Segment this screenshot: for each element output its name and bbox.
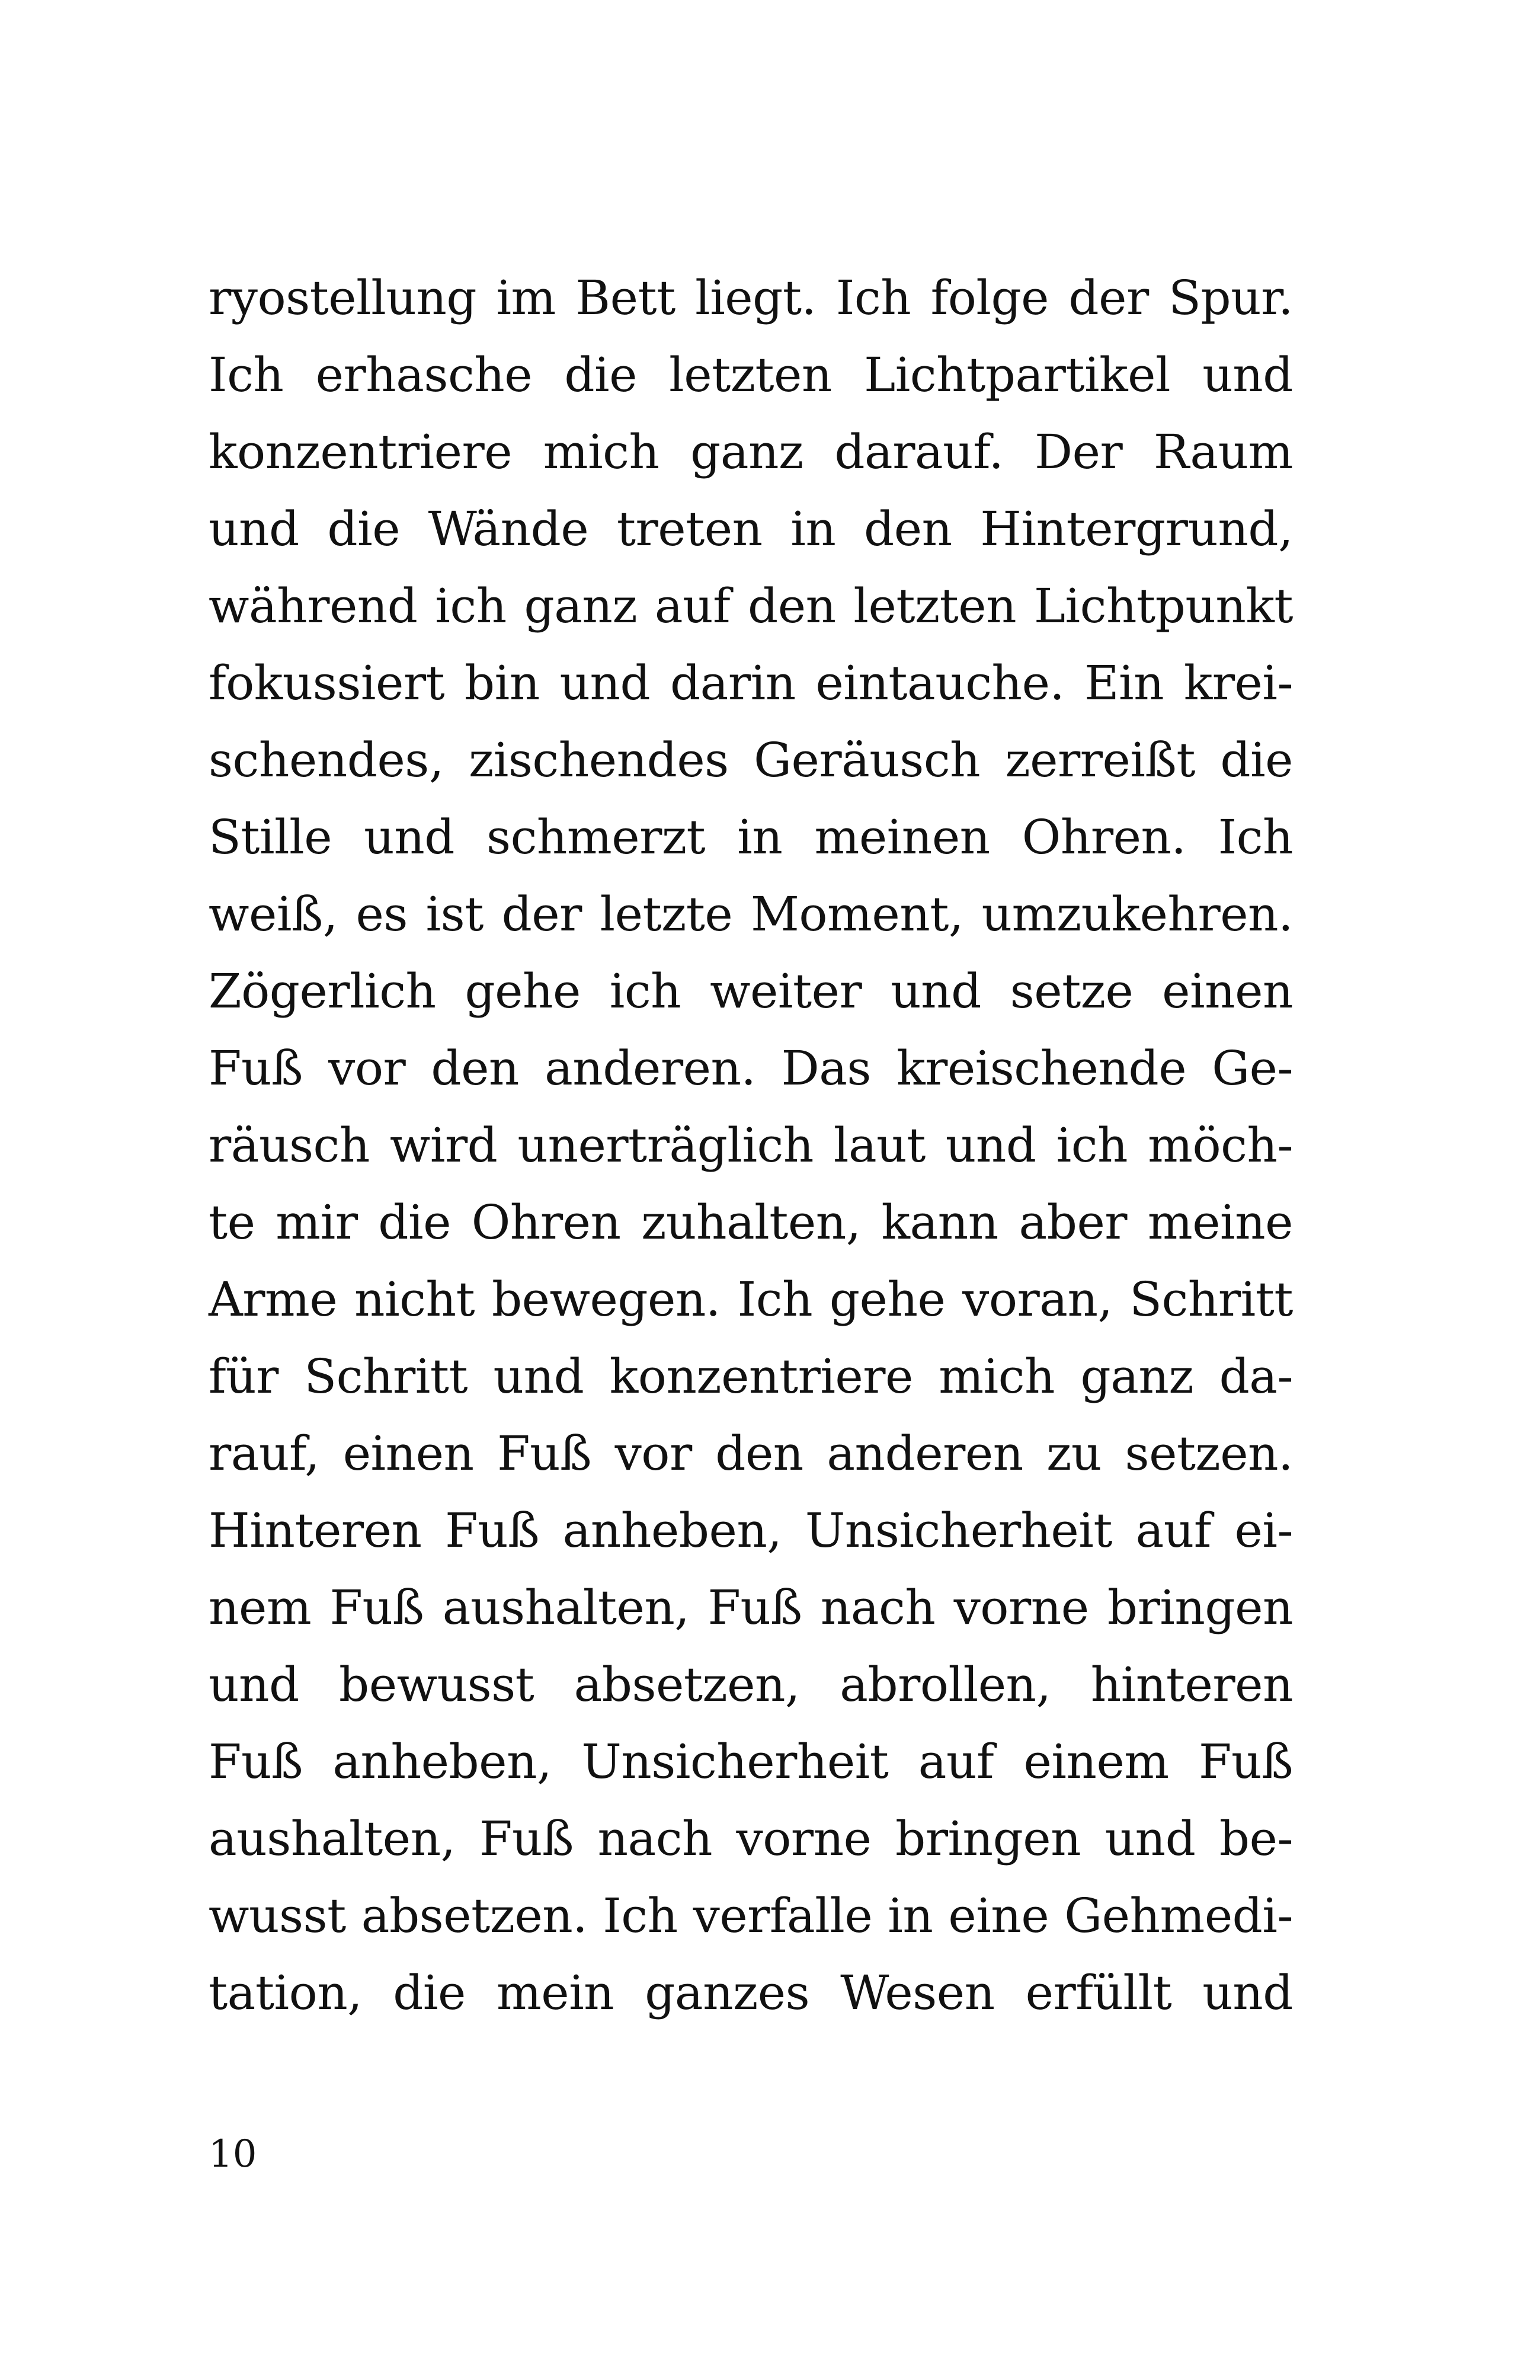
text-line: Fuß anheben, Unsicherheit auf einem Fuß: [209, 1734, 1293, 1789]
text-line: te mir die Ohren zuhalten, kann aber meine: [209, 1195, 1293, 1250]
text-line: fokussiert bin und darin eintauche. Ein krei-: [209, 655, 1293, 711]
text-line: ryostellung im Bett liegt. Ich folge der Spur.: [209, 270, 1293, 325]
text-line: aushalten, Fuß nach vorne bringen und be-: [209, 1811, 1293, 1866]
text-line: Ich erhasche die letzten Lichtpartikel und: [209, 347, 1293, 402]
text-line: räusch wird unerträglich laut und ich möch-: [209, 1118, 1293, 1173]
text-line: Stille und schmerzt in meinen Ohren. Ich: [209, 810, 1293, 865]
text-line: Zögerlich gehe ich weiter und setze einen: [209, 964, 1293, 1019]
text-line: konzentriere mich ganz darauf. Der Raum: [209, 424, 1293, 479]
text-line: und die Wände treten in den Hintergrund,: [209, 501, 1293, 556]
text-line: für Schritt und konzentriere mich ganz da-: [209, 1349, 1293, 1404]
text-line: Arme nicht bewegen. Ich gehe voran, Schritt: [209, 1272, 1293, 1327]
text-line: tation, die mein ganzes Wesen erfüllt und: [209, 1965, 1293, 2020]
text-line: rauf, einen Fuß vor den anderen zu setzen.: [209, 1426, 1293, 1481]
text-line: wusst absetzen. Ich verfalle in eine Gehmedi-: [209, 1888, 1293, 1943]
text-line: und bewusst absetzen, abrollen, hinteren: [209, 1657, 1293, 1712]
text-line: Hinteren Fuß anheben, Unsicherheit auf ei-: [209, 1503, 1293, 1558]
body-text: [209, 260, 1293, 2032]
text-line: schendes, zischendes Geräusch zerreißt die: [209, 732, 1293, 788]
text-line: während ich ganz auf den letzten Lichtpunkt: [209, 578, 1293, 634]
text-line: nem Fuß aushalten, Fuß nach vorne bringen: [209, 1580, 1293, 1635]
text-line: weiß, es ist der letzte Moment, umzukehren.: [209, 887, 1293, 942]
page-number: 10: [209, 2132, 257, 2176]
text-line: Fuß vor den anderen. Das kreischende Ge-: [209, 1041, 1293, 1096]
